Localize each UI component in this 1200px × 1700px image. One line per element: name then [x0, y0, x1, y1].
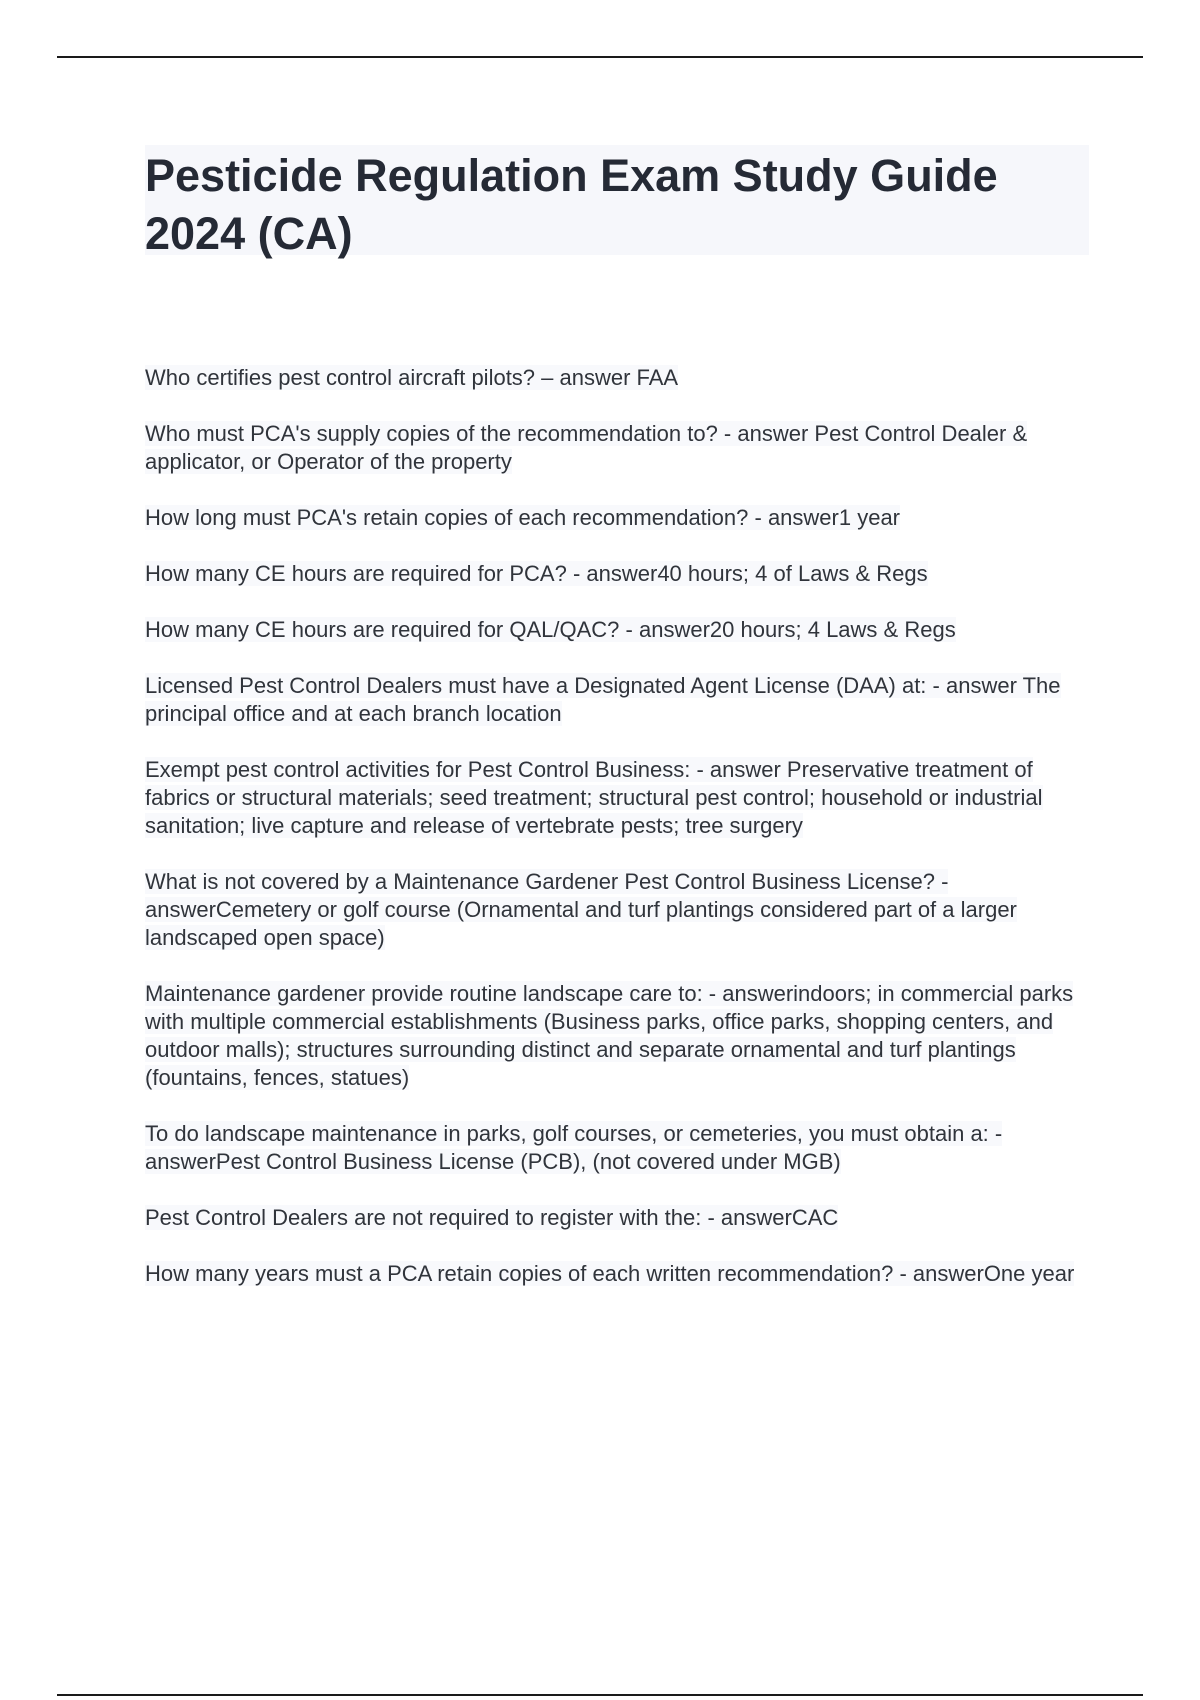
- qa-item: [145, 1204, 1085, 1232]
- qa-text: How many CE hours are required for QAL/QAC? - answer20 hours; 4 Laws & Regs: [145, 617, 956, 642]
- bottom-rule: [57, 1694, 1143, 1696]
- qa-list: [145, 364, 1085, 1316]
- top-rule: [57, 56, 1143, 58]
- qa-item: [145, 756, 1085, 840]
- qa-item: [145, 420, 1085, 476]
- qa-item: [145, 616, 1085, 644]
- qa-text: To do landscape maintenance in parks, golf courses, or cemeteries, you must obtain a: - answerPest Control Business License (PCB), (not covered under MGB): [145, 1121, 1003, 1174]
- qa-text: What is not covered by a Maintenance Gardener Pest Control Business License? - answerCemetery or golf course (Ornamental and turf plantings considered part of a larger landscaped open space): [145, 869, 1017, 950]
- qa-text: Exempt pest control activities for Pest Control Business: - answer Preservative treatment of fabrics or structural materials; seed treatment; structural pest control; household or industrial sanitation; live capture and release of vertebrate pests; tree surgery: [145, 757, 1043, 838]
- title-block: [145, 145, 1089, 259]
- qa-text: Licensed Pest Control Dealers must have a Designated Agent License (DAA) at: - answer The principal office and at each branch location: [145, 673, 1061, 726]
- qa-text: How many years must a PCA retain copies of each written recommendation? - answerOne year: [145, 1261, 1075, 1286]
- qa-text: Who must PCA's supply copies of the recommendation to? - answer Pest Control Dealer & applicator, or Operator of the property: [145, 421, 1028, 474]
- qa-text: Maintenance gardener provide routine landscape care to: - answerindoors; in commercial parks with multiple commercial establishments (Business parks, office parks, shopping centers, and outdoor malls); structures surrounding distinct and separate ornamental and turf plantings (fountains, fences, statues): [145, 981, 1074, 1090]
- qa-item: [145, 560, 1085, 588]
- qa-item: [145, 868, 1085, 952]
- qa-item: [145, 672, 1085, 728]
- qa-item: [145, 504, 1085, 532]
- qa-item: [145, 1120, 1085, 1176]
- qa-item: [145, 364, 1085, 392]
- qa-text: Pest Control Dealers are not required to register with the: - answerCAC: [145, 1205, 839, 1230]
- qa-item: [145, 1260, 1085, 1288]
- qa-text: Who certifies pest control aircraft pilots? – answer FAA: [145, 365, 679, 390]
- qa-item: [145, 980, 1085, 1092]
- qa-text: How many CE hours are required for PCA? - answer40 hours; 4 of Laws & Regs: [145, 561, 928, 586]
- document-title: Pesticide Regulation Exam Study Guide 2024 (CA): [145, 150, 998, 259]
- qa-text: How long must PCA's retain copies of each recommendation? - answer1 year: [145, 505, 901, 530]
